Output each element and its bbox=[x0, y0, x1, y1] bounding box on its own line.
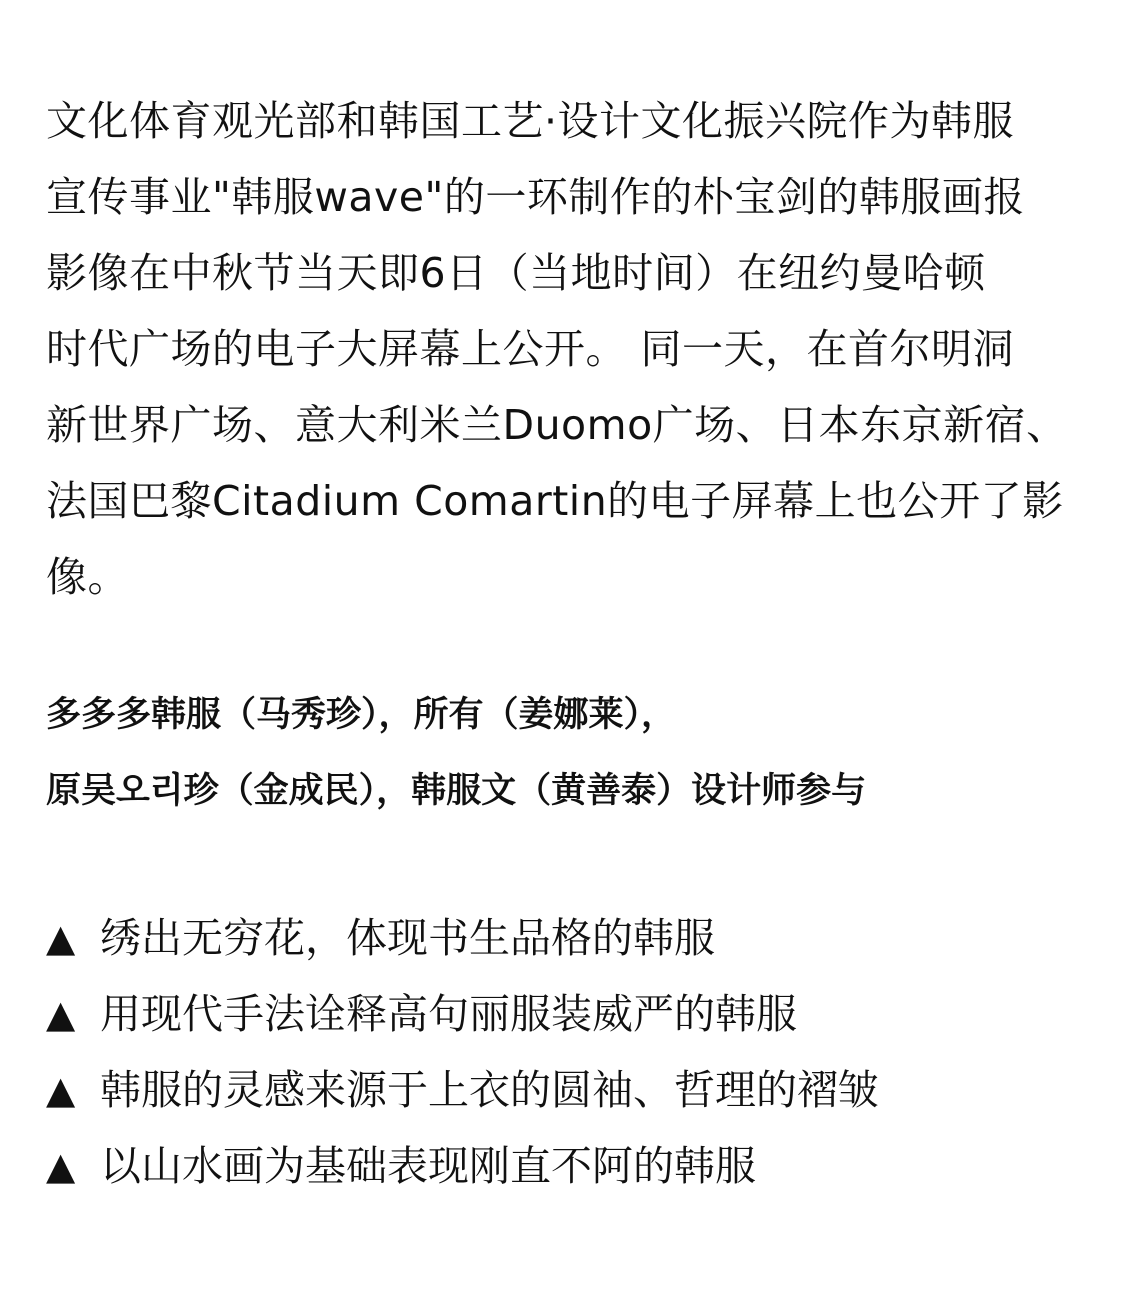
credit-line: 原吴오리珍（金成民），韩服文（黄善泰）设计师参与 bbox=[46, 771, 867, 811]
bullet-text: 用现代手法诠释高句丽服装威严的韩服 bbox=[100, 990, 797, 1038]
bullet-item bbox=[46, 976, 1096, 1052]
bullet-item bbox=[46, 1052, 1096, 1128]
bullet-text: 韩服的灵感来源于上衣的圆袖、哲理的褶皱 bbox=[100, 1066, 879, 1114]
paragraph-line: 文化体育观光部和韩国工艺·设计文化振兴院作为韩服 bbox=[46, 97, 1015, 145]
paragraph-line: 时代广场的电子大屏幕上公开。 同一天，在首尔明洞 bbox=[46, 325, 1015, 373]
paragraph-line: 新世界广场、意大利米兰Duomo广场、日本东京新宿、 bbox=[46, 401, 1068, 449]
article-paragraph bbox=[46, 83, 1096, 615]
paragraph-line: 法国巴黎Citadium Comartin的电子屏幕上也公开了影 bbox=[46, 477, 1064, 525]
triangle-bullet-icon: ▲ bbox=[46, 1068, 76, 1112]
triangle-bullet-icon: ▲ bbox=[46, 916, 76, 960]
paragraph-line: 宣传事业"韩服wave"的一环制作的朴宝剑的韩服画报 bbox=[46, 173, 1025, 221]
article bbox=[46, 83, 1096, 1220]
bullet-item bbox=[46, 1128, 1096, 1204]
bullet-text: 以山水画为基础表现刚直不阿的韩服 bbox=[100, 1142, 756, 1190]
bullet-text: 绣出无穷花，体现书生品格的韩服 bbox=[100, 914, 715, 962]
hanbok-bullet-list bbox=[46, 900, 1096, 1204]
paragraph-line: 影像在中秋节当天即6日（当地时间）在纽约曼哈顿 bbox=[46, 249, 986, 297]
bullet-item bbox=[46, 900, 1096, 976]
paragraph-line: 像。 bbox=[46, 553, 129, 601]
triangle-bullet-icon: ▲ bbox=[46, 1144, 76, 1188]
triangle-bullet-icon: ▲ bbox=[46, 992, 76, 1036]
credit-line: 多多多韩服（马秀珍），所有（姜娜莱）， bbox=[46, 695, 677, 735]
designer-credits bbox=[46, 677, 1096, 829]
